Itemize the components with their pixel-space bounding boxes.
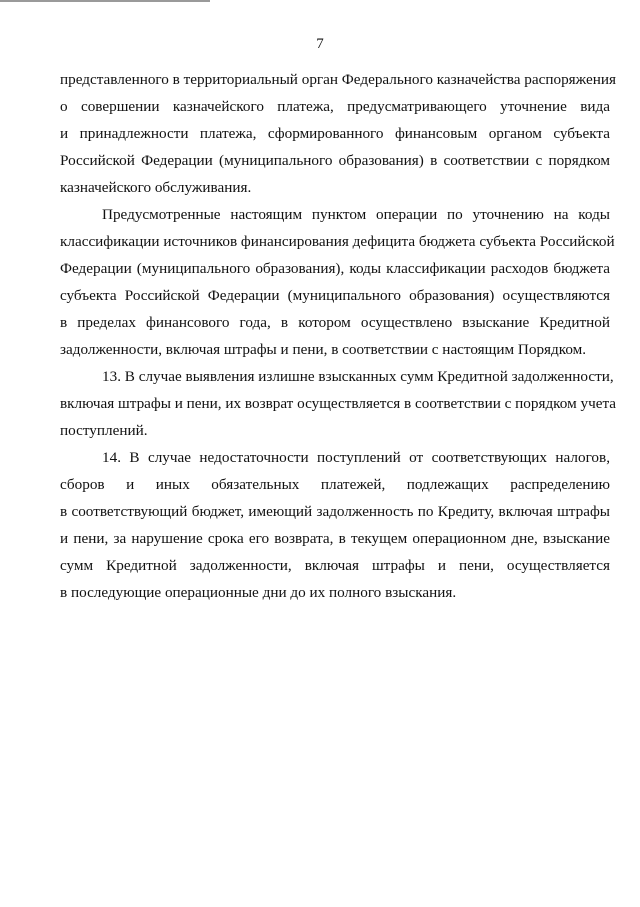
paragraph-1 xyxy=(60,66,616,201)
text-line: Российской Федерации (муниципального образования) в соответствии с порядком xyxy=(60,152,610,169)
page-number: 7 xyxy=(316,36,324,52)
text-line: субъекта Российской Федерации (муниципального образования) осуществляются xyxy=(60,287,610,304)
scan-edge-line xyxy=(0,0,210,2)
text-line: в пределах финансового года, в котором осуществлено взыскание Кредитной xyxy=(60,314,610,331)
text-line: в последующие операционные дни до их полного взыскания. xyxy=(60,584,457,601)
text-line: казначейского обслуживания. xyxy=(60,179,252,196)
text-line: Федерации (муниципального образования), коды классификации расходов бюджета xyxy=(60,260,610,277)
document-body xyxy=(60,66,617,606)
text-line: представленного в территориальный орган Федерального казначейства распоряжения xyxy=(60,71,616,88)
text-line: сборов и иных обязательных платежей, подлежащих распределению xyxy=(60,476,610,493)
paragraph-4 xyxy=(60,444,610,606)
text-line: включая штрафы и пени, их возврат осуществляется в соответствии с порядком учета xyxy=(60,395,617,412)
text-line: о совершении казначейского платежа, предусматривающего уточнение вида xyxy=(60,98,610,115)
text-line: классификации источников финансирования дефицита бюджета субъекта Российской xyxy=(60,233,615,250)
text-line: и пени, за нарушение срока его возврата, в текущем операционном дне, взыскание xyxy=(60,530,610,547)
text-line: 14. В случае недостаточности поступлений от соответствующих налогов, xyxy=(102,449,610,466)
text-line: сумм Кредитной задолженности, включая штрафы и пени, осуществляется xyxy=(60,557,610,574)
text-line: задолженности, включая штрафы и пени, в соответствии с настоящим Порядком. xyxy=(60,341,587,358)
paragraph-2 xyxy=(60,201,615,363)
paragraph-3 xyxy=(60,363,617,444)
text-line: и принадлежности платежа, сформированного финансовым органом субъекта xyxy=(60,125,610,142)
text-line: поступлений. xyxy=(60,422,148,439)
text-line: в соответствующий бюджет, имеющий задолженность по Кредиту, включая штрафы xyxy=(60,503,610,520)
text-line: 13. В случае выявления излишне взысканных сумм Кредитной задолженности, xyxy=(102,368,614,385)
text-line: Предусмотренные настоящим пунктом операции по уточнению на коды xyxy=(102,206,610,223)
